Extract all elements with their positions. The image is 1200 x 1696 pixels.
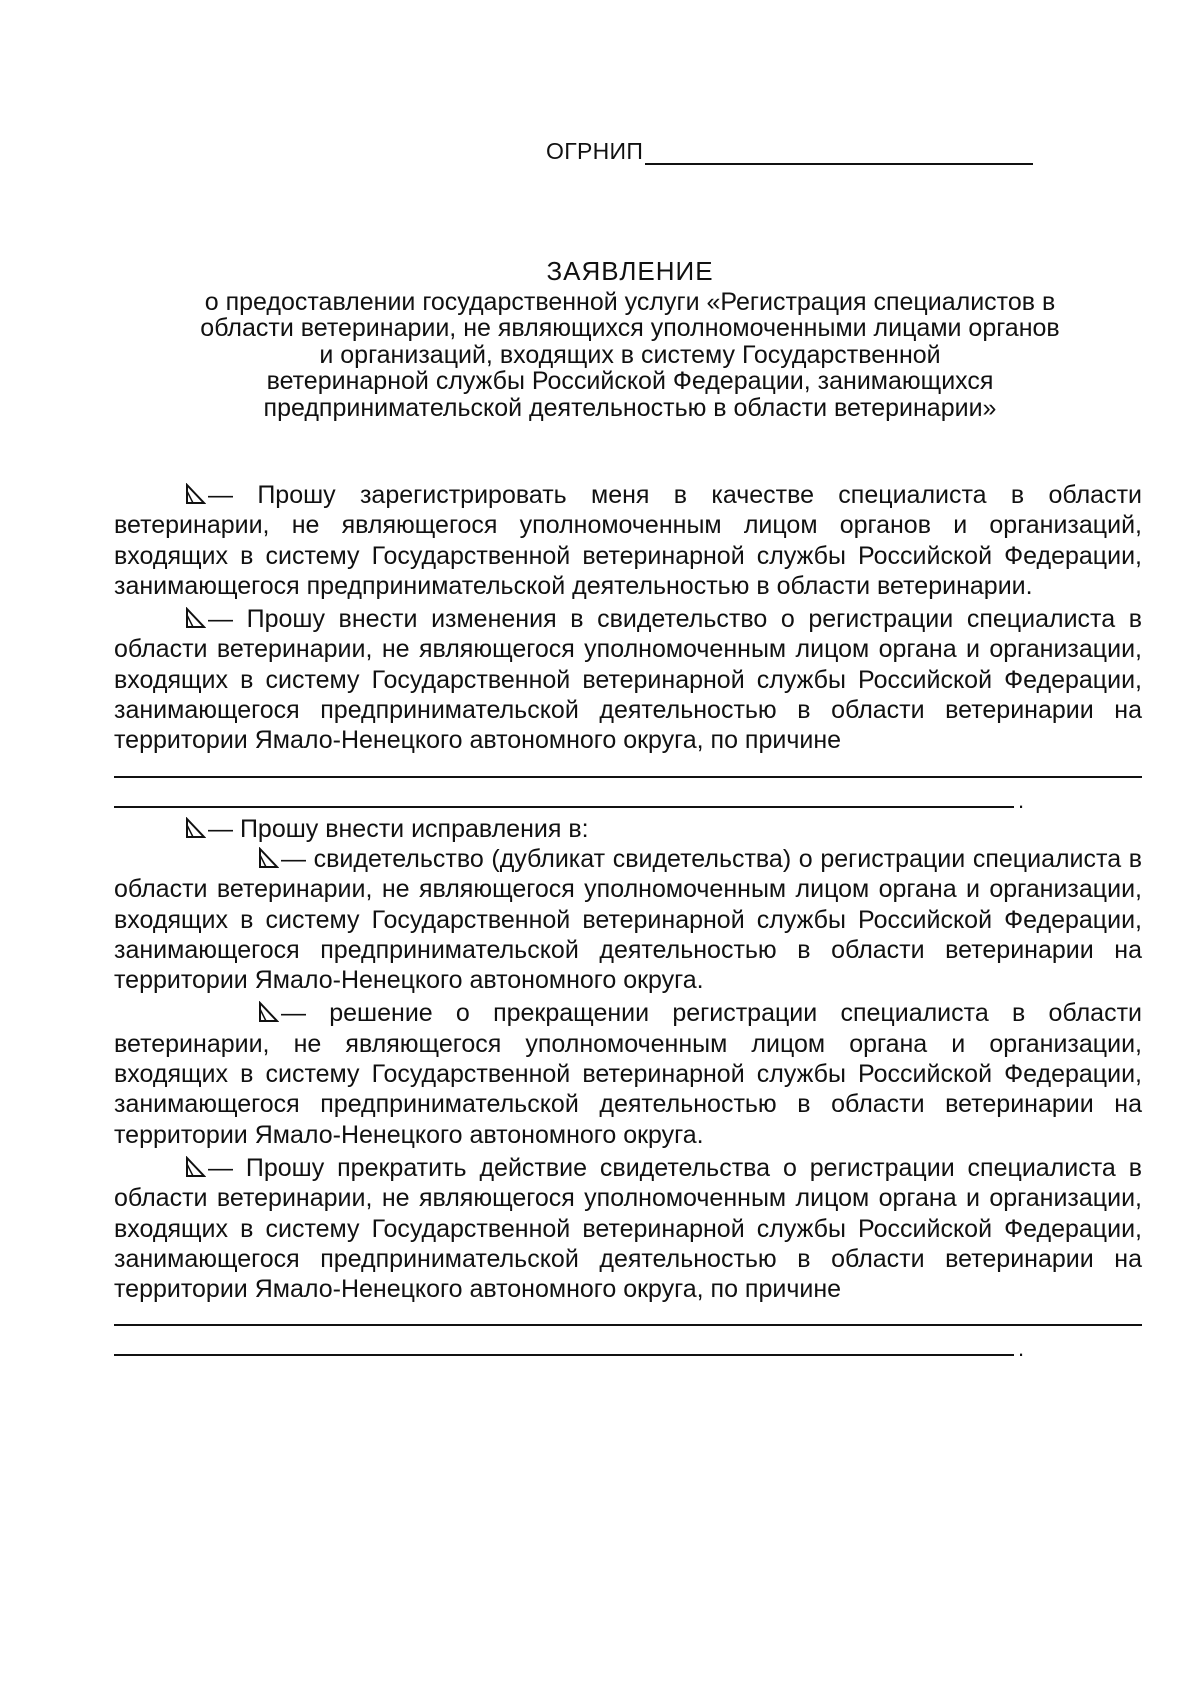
ogrnip-field [546, 138, 1033, 165]
checkbox-triangle-icon[interactable] [184, 1156, 206, 1178]
checkbox-triangle-icon[interactable] [184, 483, 206, 505]
option-register [114, 480, 1142, 601]
document-heading [120, 258, 1140, 421]
option-change-certificate-text: — Прошу внести изменения в свидетельство о регистрации специалиста в области ветеринарии, не являющегося уполномоченным лицом органа и организации, входящих в систему Государственной ветеринарной службы Российской Федерации, занимающегося предпринимательской деятельностью в области ветеринарии на территории Ямало-Ненецкого автономного округа, по причине [114, 605, 1142, 755]
checkbox-triangle-icon[interactable] [257, 1001, 279, 1023]
option-corrections-certificate-text: — свидетельство (дубликат свидетельства) о регистрации специалиста в области ветеринарии, не являющегося уполномоченным лицом органа и организации, входящих в систему Государственной ветеринарной службы Российской Федерации, занимающегося предпринимательской деятельностью в области ветеринарии на территории Ямало-Ненецкого автономного округа. [114, 844, 1142, 995]
termination-reason-blank-line-1[interactable] [114, 1310, 1142, 1326]
option-corrections-decision-text: — решение о прекращении регистрации специалиста в области ветеринарии, не являющегося уполномоченным лицом органа и организации, входящих в систему Государственной ветеринарной службы Российской Федерации, занимающегося предпринимательской деятельностью в области ветеринарии на территории Ямало-Ненецкого автономного округа. [114, 999, 1142, 1149]
option-corrections-text: — Прошу внести исправления в: [208, 814, 589, 843]
option-terminate-text: — Прошу прекратить действие свидетельства о регистрации специалиста в области ветеринарии, не являющегося уполномоченным лицом органа и организации, входящих в систему Государственной ветеринарной службы Российской Федерации, занимающегося предпринимательской деятельностью в области ветеринарии на территории Ямало-Ненецкого автономного округа, по причине [114, 1153, 1142, 1304]
option-terminate [114, 1153, 1142, 1304]
option-corrections [114, 814, 1142, 844]
ogrnip-blank-line[interactable] [645, 141, 1033, 165]
ogrnip-label: ОГРНИП [546, 138, 644, 164]
checkbox-triangle-icon[interactable] [257, 847, 279, 869]
termination-reason-blank-end: . [1018, 1336, 1025, 1362]
termination-reason-blank-line-2[interactable] [114, 1340, 1014, 1356]
option-corrections-decision [114, 998, 1142, 1149]
application-options [114, 480, 1142, 1362]
checkbox-triangle-icon[interactable] [184, 607, 206, 629]
reason-blank-row-2 [114, 787, 1142, 813]
termination-reason-blank-row-2 [114, 1336, 1142, 1362]
option-change-certificate [114, 604, 1142, 755]
reason-blank-line-2[interactable] [114, 792, 1014, 808]
checkbox-triangle-icon[interactable] [184, 817, 206, 839]
document-title: ЗАЯВЛЕНИЕ [546, 256, 714, 286]
reason-blank-line-1[interactable] [114, 762, 1142, 778]
reason-blank-end: . [1018, 787, 1025, 813]
document-subtitle: о предоставлении государственной услуги «Регистрация специалистов в области ветеринарии, не являющихся уполномоченными лицами органов и организаций, входящих в систему Государственной ветеринарной службы Российской Федерации, занимающихся предпринимательской деятельностью в области ветеринарии» [200, 287, 1060, 422]
option-corrections-certificate [114, 844, 1142, 995]
option-register-text: — Прошу зарегистрировать меня в качестве специалиста в области ветеринарии, не являющегося уполномоченным лицом органов и организаций, входящих в систему Государственной ветеринарной службы Российской Федерации, занимающегося предпринимательской деятельностью в области ветеринарии. [114, 481, 1142, 600]
